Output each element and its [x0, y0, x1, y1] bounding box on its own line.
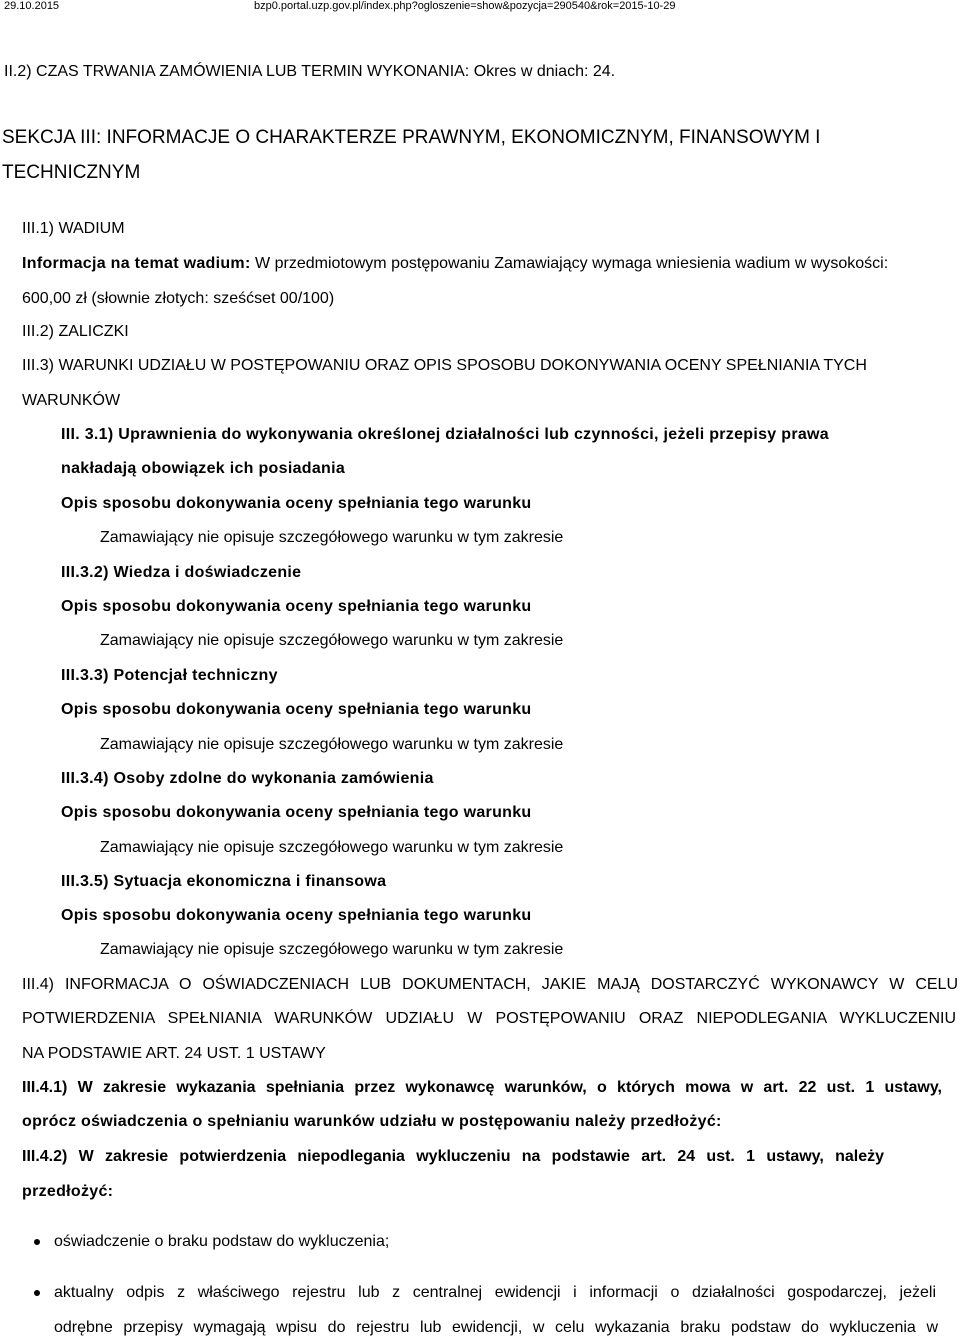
condition-2-title: III.3.2) Wiedza i doświadczenie [61, 564, 302, 581]
paragraph-4-1-line2: oprócz oświadczenia o spełnianiu warunków udziału w postępowaniu należy przedłożyć: [22, 1113, 722, 1130]
warunki-title-line1: III.3) WARUNKI UDZIAŁU W POSTĘPOWANIU ORAZ OPIS SPOSOBU DOKONYWANIA OCENY SPEŁNIANIA TYCH [22, 357, 867, 374]
documents-title-line3: NA PODSTAWIE ART. 24 UST. 1 USTAWY [22, 1045, 326, 1062]
condition-1-title-line2: nakładają obowiązek ich posiadania [61, 460, 346, 477]
condition-4-opis-label: Opis sposobu dokonywania oceny spełniania tego warunku [61, 804, 532, 821]
section-3-title-line2: TECHNICZNYM [2, 162, 141, 183]
condition-2-opis-label: Opis sposobu dokonywania oceny spełniania tego warunku [61, 598, 532, 615]
documents-title-line1: III.4) INFORMACJA O OŚWIADCZENIACH LUB DOKUMENTACH, JAKIE MAJĄ DOSTARCZYĆ WYKONAWCY W CELU [22, 976, 958, 993]
condition-3-opis-value: Zamawiający nie opisuje szczegółowego warunku w tym zakresie [100, 736, 564, 753]
condition-4-title: III.3.4) Osoby zdolne do wykonania zamówienia [61, 770, 434, 787]
condition-1-opis-label: Opis sposobu dokonywania oceny spełniania tego warunku [61, 495, 532, 512]
wadium-heading: III.1) WADIUM [22, 220, 125, 237]
bullet-item-2-line1: aktualny odpis z właściwego rejestru lub z centralnej ewidencji i informacji o działalności gospodarczej, jeżeli [54, 1284, 936, 1301]
bullet-item-2-line2: odrębne przepisy wymagają wpisu do rejestru lub ewidencji, w celu wykazania braku podstaw do wykluczenia w [54, 1319, 938, 1336]
warunki-title-line2: WARUNKÓW [22, 392, 121, 409]
paragraph-4-2-line1: III.4.2) W zakresie potwierdzenia niepodlegania wykluczeniu na podstawie art. 24 ust. 1 ustawy, należy [22, 1148, 884, 1165]
documents-title-line2: POTWIERDZENIA SPEŁNIANIA WARUNKÓW UDZIAŁU W POSTĘPOWANIU ORAZ NIEPODLEGANIA WYKLUCZENIU [22, 1010, 956, 1027]
wadium-text-1: W przedmiotowym postępowaniu Zamawiający wymaga wniesienia wadium w wysokości: [255, 255, 889, 272]
print-url: bzp0.portal.uzp.gov.pl/index.php?ogloszenie=show&pozycja=290540&rok=2015-10-29 [254, 0, 676, 12]
condition-1-opis-value: Zamawiający nie opisuje szczegółowego warunku w tym zakresie [100, 529, 564, 546]
condition-5-title: III.3.5) Sytuacja ekonomiczna i finansowa [61, 873, 387, 890]
paragraph-4-2-line2: przedłożyć: [22, 1183, 114, 1200]
condition-1-title-line1: III. 3.1) Uprawnienia do wykonywania określonej działalności lub czynności, jeżeli przepisy prawa [61, 426, 829, 443]
bullet-icon [34, 1290, 40, 1296]
condition-5-opis-value: Zamawiający nie opisuje szczegółowego warunku w tym zakresie [100, 941, 564, 958]
paragraph-4-1-line1: III.4.1) W zakresie wykazania spełniania przez wykonawcę warunków, o których mowa w art. 22 ust. 1 ustawy, [22, 1079, 942, 1096]
wadium-text-2: 600,00 zł (słownie złotych: sześćset 00/100) [22, 290, 335, 307]
bullet-icon [34, 1239, 40, 1245]
print-date: 29.10.2015 [4, 0, 60, 12]
section-3-title-line1: SEKCJA III: INFORMACJE O CHARAKTERZE PRAWNYM, EKONOMICZNYM, FINANSOWYM I [2, 127, 821, 148]
bullet-item-1: oświadczenie o braku podstaw do wykluczenia; [54, 1233, 390, 1250]
condition-3-title: III.3.3) Potencjał techniczny [61, 667, 278, 684]
condition-4-opis-value: Zamawiający nie opisuje szczegółowego warunku w tym zakresie [100, 839, 564, 856]
section-2-2-line: II.2) CZAS TRWANIA ZAMÓWIENIA LUB TERMIN WYKONANIA: Okres w dniach: 24. [4, 63, 616, 80]
print-header [0, 0, 960, 20]
condition-2-opis-value: Zamawiający nie opisuje szczegółowego warunku w tym zakresie [100, 632, 564, 649]
wadium-line1 [22, 254, 888, 274]
zaliczki-heading: III.2) ZALICZKI [22, 323, 129, 340]
condition-3-opis-label: Opis sposobu dokonywania oceny spełniania tego warunku [61, 701, 532, 718]
wadium-label: Informacja na temat wadium: [22, 255, 251, 272]
condition-5-opis-label: Opis sposobu dokonywania oceny spełniania tego warunku [61, 907, 532, 924]
